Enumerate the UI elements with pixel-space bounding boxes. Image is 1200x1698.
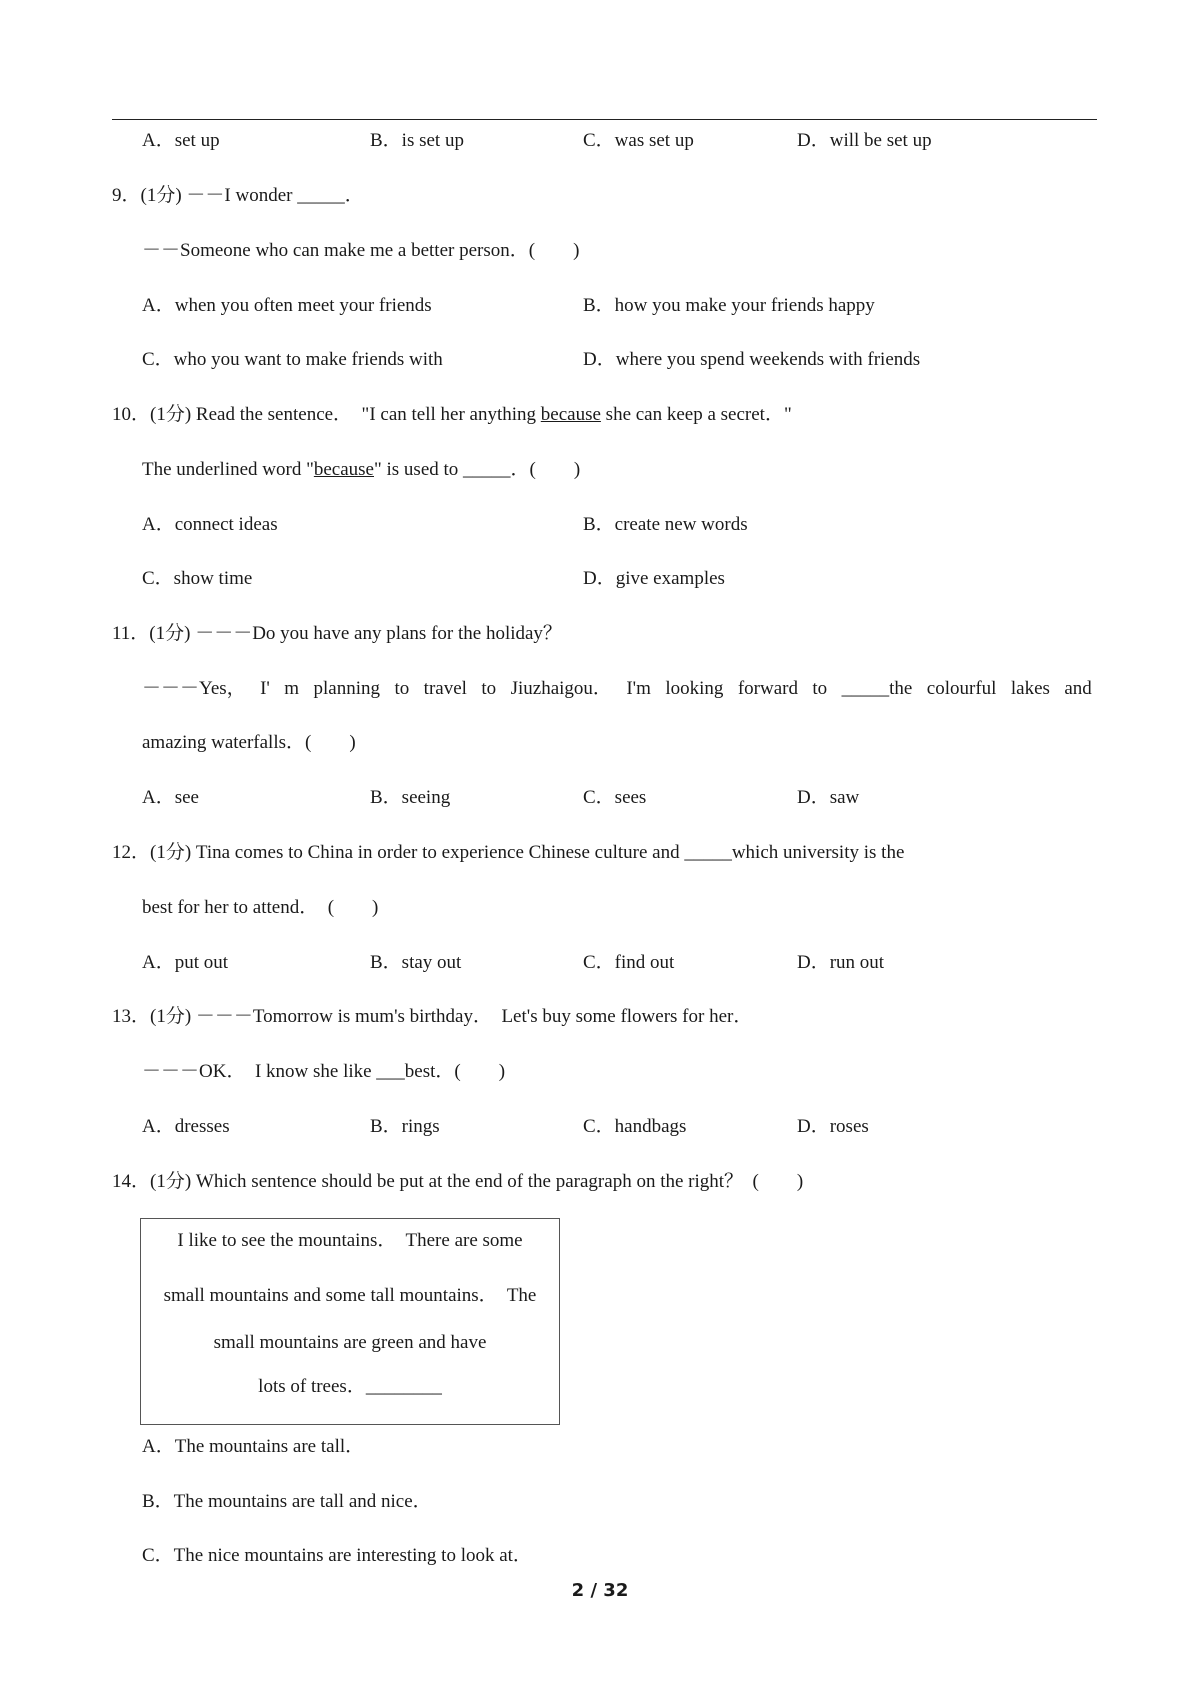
paragraph-line-2: small mountains and some tall mountains． The (163, 1285, 537, 1306)
q13-line2: －－－OK． I know she like ___best．( ) (142, 1061, 506, 1082)
q13-option-d: D．roses (797, 1116, 869, 1137)
q10-line2 (142, 458, 580, 482)
q11-line2-word: forward (737, 678, 798, 699)
q9-option-d: D．where you spend weekends with friends (583, 349, 921, 370)
q12-option-c: C．find out (583, 952, 675, 973)
q11-line2-word: I' (260, 678, 270, 699)
q14-option-a: A．The mountains are tall． (142, 1436, 365, 1457)
q11-line2-word: colourful (926, 678, 997, 699)
q10-line2-underlined: because (313, 459, 374, 480)
q10-option-b: B．create new words (583, 514, 748, 535)
header-rule (112, 119, 1097, 120)
q14-option-c: C．The nice mountains are interesting to look at． (142, 1545, 532, 1566)
q9-stem: 9．(1分) －－I wonder _____． (112, 185, 364, 206)
paragraph-line-3: small mountains are green and have (213, 1332, 487, 1353)
q11-line2 (142, 677, 1092, 701)
q11-option-b: B．seeing (370, 787, 451, 808)
page-number: 2 / 32 (571, 1580, 629, 1601)
q11-line2-word: －－－Yes， (142, 678, 246, 699)
q13-option-b: B．rings (370, 1116, 440, 1137)
q10-line2-pre: The underlined word " (142, 459, 314, 480)
q11-line2-word: to (394, 678, 410, 699)
q11-option-d: D．saw (797, 787, 860, 808)
q11-line2-word: looking (665, 678, 724, 699)
q8-option-d: D．will be set up (797, 130, 932, 151)
q11-option-a: A．see (142, 787, 199, 808)
q11-line2-word: _____the (841, 678, 913, 699)
q11-line2-word: m (284, 678, 300, 699)
q10-stem-pre: 10．(1分) Read the sentence． "I can tell her anything (112, 404, 541, 425)
q10-line2-post: " is used to _____．( ) (374, 459, 581, 480)
q11-line3: amazing waterfalls．( ) (142, 732, 356, 753)
paragraph-line-4: lots of trees．________ (258, 1376, 442, 1397)
q12-line2: best for her to attend． ( ) (142, 897, 379, 918)
q9-line2: －－Someone who can make me a better person．( ) (142, 240, 580, 261)
q10-option-d: D．give examples (583, 568, 725, 589)
paragraph-line-1: I like to see the mountains． There are some (177, 1230, 523, 1251)
q9-option-c: C．who you want to make friends with (142, 349, 443, 370)
q11-line2-word: and (1064, 678, 1092, 699)
q11-line2-word: lakes (1010, 678, 1050, 699)
q12-option-d: D．run out (797, 952, 885, 973)
q11-line2-word: Jiuzhaigou． (510, 678, 612, 699)
q9-option-a: A．when you often meet your friends (142, 295, 432, 316)
q11-line2-word: to (481, 678, 497, 699)
q11-line2-word: travel (423, 678, 467, 699)
paragraph-box (140, 1218, 560, 1425)
q10-option-c: C．show time (142, 568, 253, 589)
q11-option-c: C．sees (583, 787, 647, 808)
q12-stem: 12．(1分) Tina comes to China in order to experience Chinese culture and _____which university is the (112, 842, 905, 863)
q10-stem (112, 403, 792, 427)
q14-stem: 14．(1分) Which sentence should be put at the end of the paragraph on the right？ ( ) (112, 1171, 804, 1192)
q13-option-c: C．handbags (583, 1116, 687, 1137)
q11-line2-word: to (812, 678, 828, 699)
q8-option-a: A．set up (142, 130, 220, 151)
q10-option-a: A．connect ideas (142, 514, 278, 535)
q13-option-a: A．dresses (142, 1116, 230, 1137)
q11-line2-word: planning (313, 678, 381, 699)
q10-stem-post: she can keep a secret．" (600, 404, 792, 425)
q8-option-b: B．is set up (370, 130, 464, 151)
q11-line2-word: I'm (626, 678, 651, 699)
q10-stem-underlined: because (540, 404, 601, 425)
q8-option-c: C．was set up (583, 130, 694, 151)
q12-option-b: B．stay out (370, 952, 462, 973)
q13-stem: 13．(1分) －－－Tomorrow is mum's birthday． Let's buy some flowers for her． (112, 1006, 753, 1027)
q9-option-b: B．how you make your friends happy (583, 295, 875, 316)
q12-option-a: A．put out (142, 952, 229, 973)
q14-option-b: B．The mountains are tall and nice． (142, 1491, 432, 1512)
q11-stem: 11．(1分) －－－Do you have any plans for the holiday？ (112, 623, 562, 644)
